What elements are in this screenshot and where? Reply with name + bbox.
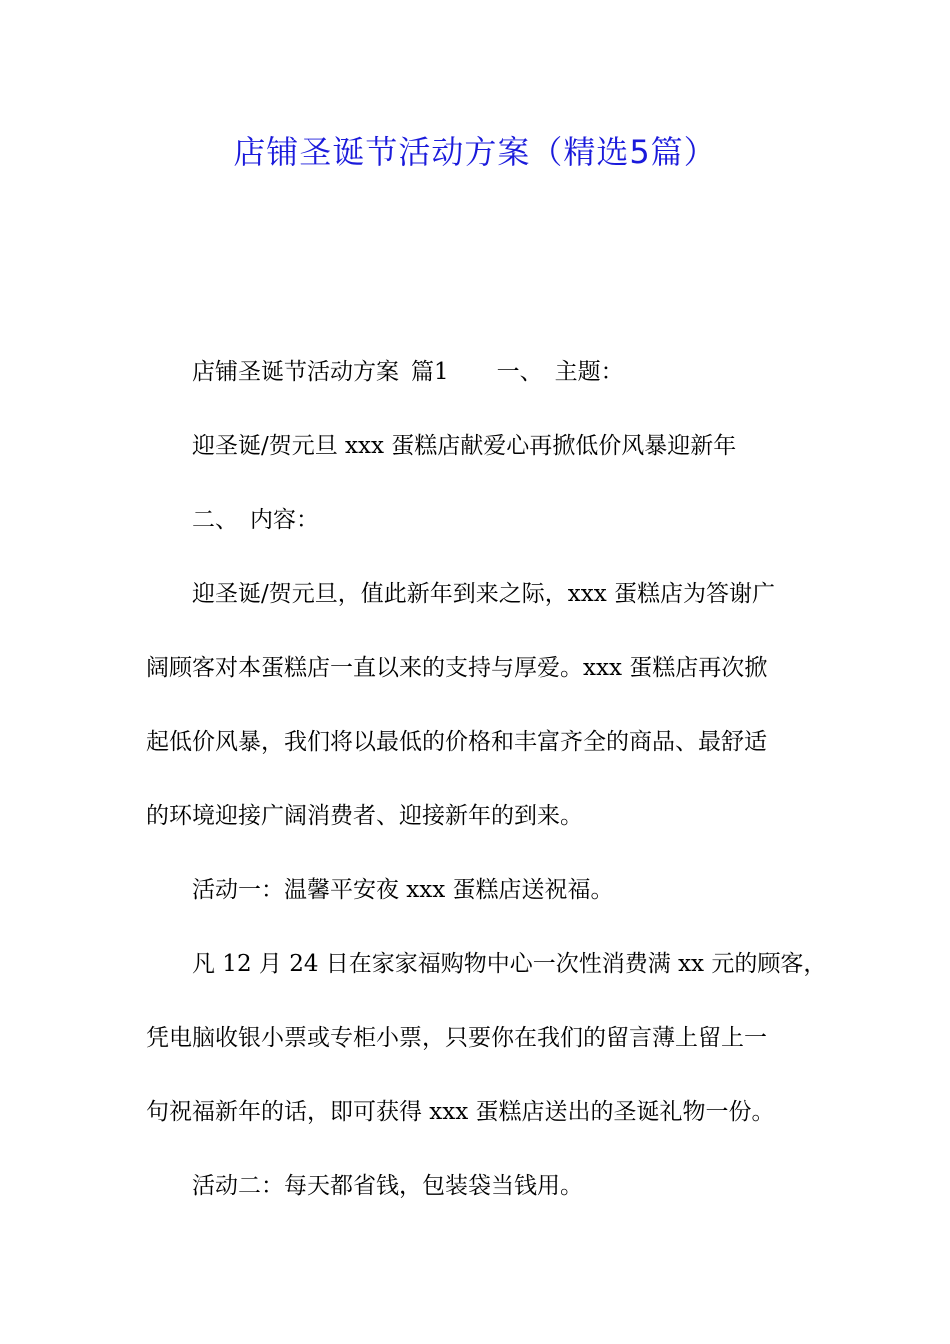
paragraph-line: 的环境迎接广阔消费者、迎接新年的到来。 [146,803,583,829]
document-body [146,335,827,1223]
section-number: 一、 [496,359,543,385]
plan-number: 篇1 [411,359,449,385]
paragraph-line: 凡 12 月 24 日在家家福购物中心一次性消费满 xx 元的顾客， [192,951,827,977]
document-title: 店铺圣诞节活动方案（精选5篇） [233,133,717,171]
paragraph-line: 活动一：温馨平安夜 xxx 蛋糕店送祝福。 [192,877,614,903]
section-heading-line [146,483,806,557]
plan-name: 店铺圣诞节活动方案 [192,359,399,385]
paragraph-line: 迎圣诞/贺元旦，值此新年到来之际，xxx 蛋糕店为答谢广 [192,581,775,607]
section-label: 内容： [250,507,319,533]
paragraph-line: 活动二：每天都省钱，包装袋当钱用。 [192,1173,583,1199]
paragraph-line: 凭电脑收银小票或专柜小票，只要你在我们的留言薄上留上一 [146,1025,767,1051]
section-number: 二、 [192,507,238,533]
paragraph-line: 迎圣诞/贺元旦 xxx 蛋糕店献爱心再掀低价风暴迎新年 [192,433,737,459]
paragraph-line: 阔顾客对本蛋糕店一直以来的支持与厚爱。xxx 蛋糕店再次掀 [146,655,768,681]
section-label: 主题： [554,359,624,385]
paragraph-line: 句祝福新年的话，即可获得 xxx 蛋糕店送出的圣诞礼物一份。 [146,1099,775,1125]
section-heading-line [146,335,806,409]
paragraph-line: 起低价风暴，我们将以最低的价格和丰富齐全的商品、最舒适 [146,729,767,755]
